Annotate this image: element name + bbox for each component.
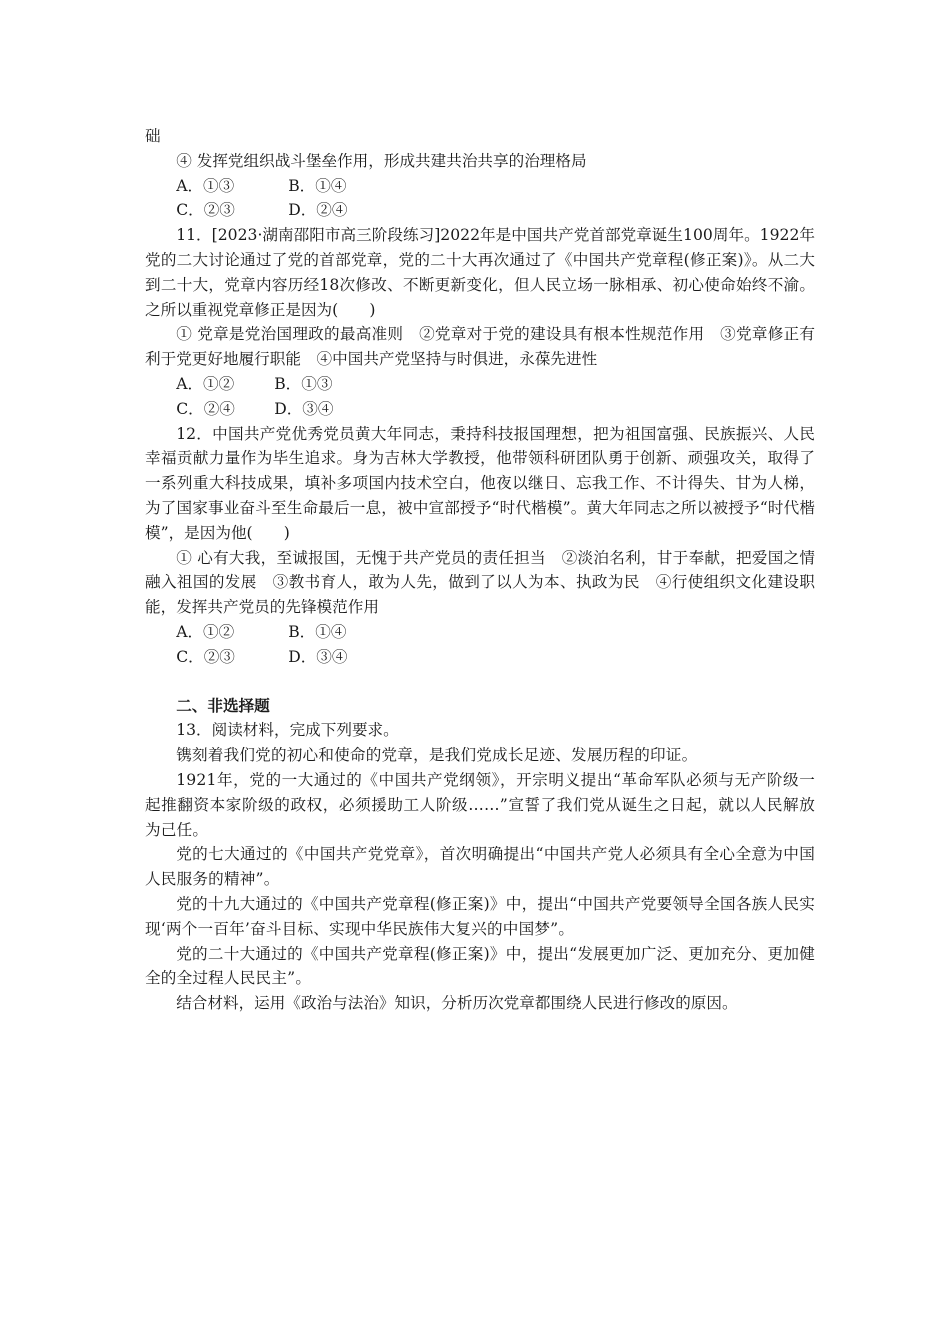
q12-options-row-2 bbox=[145, 645, 815, 670]
q10-option-c[interactable]: C．②③ bbox=[176, 201, 235, 220]
q12-stem: 12．中国共产党优秀党员黄大年同志，秉持科技报国理想，把为祖国富强、民族振兴、人民幸福贡献力量作为毕生追求。身为吉林大学教授，他带领科研团队勇于创新、顽强攻关，取得了一系列重大科技成果，填补多项国内技术空白，他夜以继日、忘我工作、不计得失、甘为人梯，为了国家事业奋斗至生命最后一息，被中宣部授予“时代楷模”。黄大年同志之所以被授予“时代楷模”，是因为他( ) bbox=[145, 424, 815, 542]
q13-stem: 13．阅读材料，完成下列要求。 bbox=[176, 721, 399, 740]
q11-option-b[interactable]: B．①③ bbox=[274, 374, 333, 393]
q10-option-d[interactable]: D．②④ bbox=[288, 201, 348, 220]
q13-material-1: 镌刻着我们党的初心和使命的党章，是我们党成长足迹、发展历程的印证。 bbox=[176, 746, 698, 765]
q11-options-row-2 bbox=[145, 397, 815, 422]
q10-options-row-1 bbox=[145, 174, 815, 199]
q12-option-b[interactable]: B．①④ bbox=[288, 622, 347, 641]
section-heading: 二、非选择题 bbox=[176, 695, 270, 715]
q13-material-4: 党的十九大通过的《中国共产党章程(修正案)》中，提出“中国共产党要领导全国各族人民实现‘两个一百年’奋斗目标、实现中华民族伟大复兴的中国梦”。 bbox=[145, 894, 815, 938]
q11-items: ① 党章是党治国理政的最高准则 ②党章对于党的建设具有根本性规范作用 ③党章修正有利于党更好地履行职能 ④中国共产党坚持与时俱进，永葆先进性 bbox=[145, 325, 815, 369]
q11-option-c[interactable]: C．②④ bbox=[176, 399, 235, 418]
q11-options-row-1 bbox=[145, 372, 815, 397]
q13-material-5: 党的二十大通过的《中国共产党章程(修正案)》中，提出“发展更加广泛、更加充分、更加健全的全过程人民民主”。 bbox=[145, 944, 815, 988]
q12-option-c[interactable]: C．②③ bbox=[176, 647, 235, 666]
q13-material-2: 1921年，党的一大通过的《中国共产党纲领》，开宗明义提出“革命军队必须与无产阶级一起推翻资本家阶级的政权，必须援助工人阶级……”宣誓了我们党从诞生之日起，就以人民解放为己任。 bbox=[145, 770, 815, 839]
section-spacer bbox=[145, 670, 815, 694]
q10-option-a[interactable]: A．①③ bbox=[176, 176, 235, 195]
q12-items: ① 心有大我，至诚报国，无愧于共产党员的责任担当 ②淡泊名利，甘于奉献，把爱国之情融入祖国的发展 ③教书育人，敢为人先，做到了以人为本、执政为民 ④行使组织文化建设职能，发挥共产党员的先锋模范作用 bbox=[145, 548, 815, 617]
q12-option-a[interactable]: A．①② bbox=[176, 622, 235, 641]
q12-options-row-1 bbox=[145, 620, 815, 645]
q13-material-3: 党的七大通过的《中国共产党党章》，首次明确提出“中国共产党人必须具有全心全意为中国人民服务的精神”。 bbox=[145, 845, 815, 889]
q10-item-4: ④ 发挥党组织战斗堡垒作用，形成共建共治共享的治理格局 bbox=[176, 151, 587, 170]
q12-option-d[interactable]: D．③④ bbox=[288, 647, 348, 666]
q11-stem: 11．[2023·湖南邵阳市高三阶段练习]2022年是中国共产党首部党章诞生100周年。1922年党的二大讨论通过了党的首部党章，党的二十大再次通过了《中国共产党章程(修正案)》。从二大到二十大，党章内容历经18次修改、不断更新变化，但人民立场一脉相承、初心使命始终不渝。之所以重视党章修正是因为( ) bbox=[145, 226, 815, 319]
q10-continuation: 础 bbox=[145, 127, 161, 145]
q13-requirement: 结合材料，运用《政治与法治》知识，分析历次党章都围绕人民进行修改的原因。 bbox=[176, 994, 738, 1013]
document-page bbox=[145, 124, 815, 1016]
q11-option-a[interactable]: A．①② bbox=[176, 374, 235, 393]
q10-option-b[interactable]: B．①④ bbox=[288, 176, 347, 195]
q11-option-d[interactable]: D．③④ bbox=[274, 399, 334, 418]
q10-options-row-2 bbox=[145, 198, 815, 223]
